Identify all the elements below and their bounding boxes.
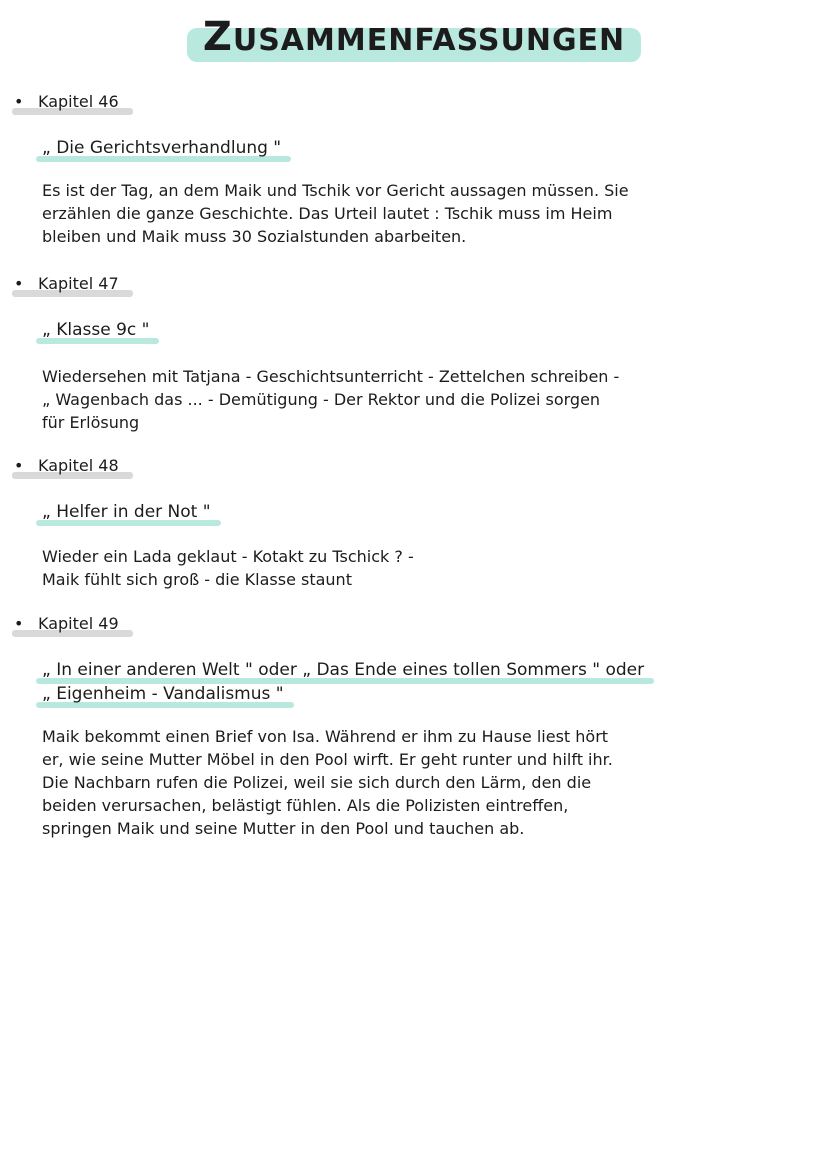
chapter-heading	[12, 275, 133, 295]
summary-line: „ Wagenbach das ... - Demütigung - Der Rektor und die Polizei sorgen	[42, 390, 601, 409]
summary-line: Wiedersehen mit Tatjana - Geschichtsunterricht - Zettelchen schreiben -	[42, 367, 620, 386]
chapter-heading	[12, 93, 133, 113]
chapter-heading	[12, 457, 133, 477]
summary-line: beiden verursachen, belästigt fühlen. Als die Polizisten eintreffen,	[42, 796, 569, 815]
chapter-subtitle-line: „ Helfer in der Not "	[42, 502, 211, 522]
chapter-summary	[42, 365, 812, 434]
chapter-heading	[12, 615, 133, 635]
bullet-icon: •	[14, 456, 24, 475]
chapter-heading-text: Kapitel 46	[38, 92, 119, 111]
title-first-letter: Z	[202, 14, 233, 60]
summary-line: springen Maik und seine Mutter in den Pool und tauchen ab.	[42, 819, 525, 838]
chapter-summary	[42, 545, 812, 591]
chapter-subtitle	[36, 659, 654, 683]
chapter-subtitle-line: „ Die Gerichtsverhandlung "	[42, 138, 282, 158]
chapter-heading-text: Kapitel 48	[38, 456, 119, 475]
summary-line: Die Nachbarn rufen die Polizei, weil sie sich durch den Lärm, den die	[42, 773, 592, 792]
summary-line: erzählen die ganze Geschichte. Das Urteil lautet : Tschik muss im Heim	[42, 204, 613, 223]
bullet-icon: •	[14, 274, 24, 293]
chapter-46	[12, 92, 812, 248]
chapter-49	[12, 614, 812, 840]
chapter-heading-text: Kapitel 49	[38, 614, 119, 633]
summary-line: für Erlösung	[42, 413, 140, 432]
summary-line: Es ist der Tag, an dem Maik und Tschik vor Gericht aussagen müssen. Sie	[42, 181, 629, 200]
chapter-subtitle	[36, 137, 291, 161]
chapter-subtitle-line: „ Eigenheim - Vandalismus "	[42, 684, 284, 704]
summary-line: Maik fühlt sich groß - die Klasse staunt	[42, 570, 352, 589]
chapter-subtitle-line: „ In einer anderen Welt " oder „ Das Ende eines tollen Sommers " oder	[42, 660, 645, 680]
chapter-summary	[42, 725, 812, 840]
chapter-summary	[42, 179, 812, 248]
summary-line: er, wie seine Mutter Möbel in den Pool wirft. Er geht runter und hilft ihr.	[42, 750, 613, 769]
chapter-subtitle-line: „ Klasse 9c "	[42, 320, 150, 340]
chapter-subtitle	[36, 319, 159, 343]
page-title	[187, 10, 641, 62]
summary-line: bleiben und Maik muss 30 Sozialstunden abarbeiten.	[42, 227, 467, 246]
chapter-heading-text: Kapitel 47	[38, 274, 119, 293]
chapter-48	[12, 456, 812, 591]
bullet-icon: •	[14, 92, 24, 111]
summary-line: Wieder ein Lada geklaut - Kotakt zu Tschick ? -	[42, 547, 414, 566]
chapter-subtitle	[36, 501, 221, 525]
title-wrap	[0, 10, 828, 62]
chapter-47	[12, 274, 812, 434]
title-rest: USAMMENFASSUNGEN	[232, 23, 626, 58]
summary-line: Maik bekommt einen Brief von Isa. Während er ihm zu Hause liest hört	[42, 727, 609, 746]
bullet-icon: •	[14, 614, 24, 633]
chapter-subtitle-continued	[36, 683, 294, 707]
